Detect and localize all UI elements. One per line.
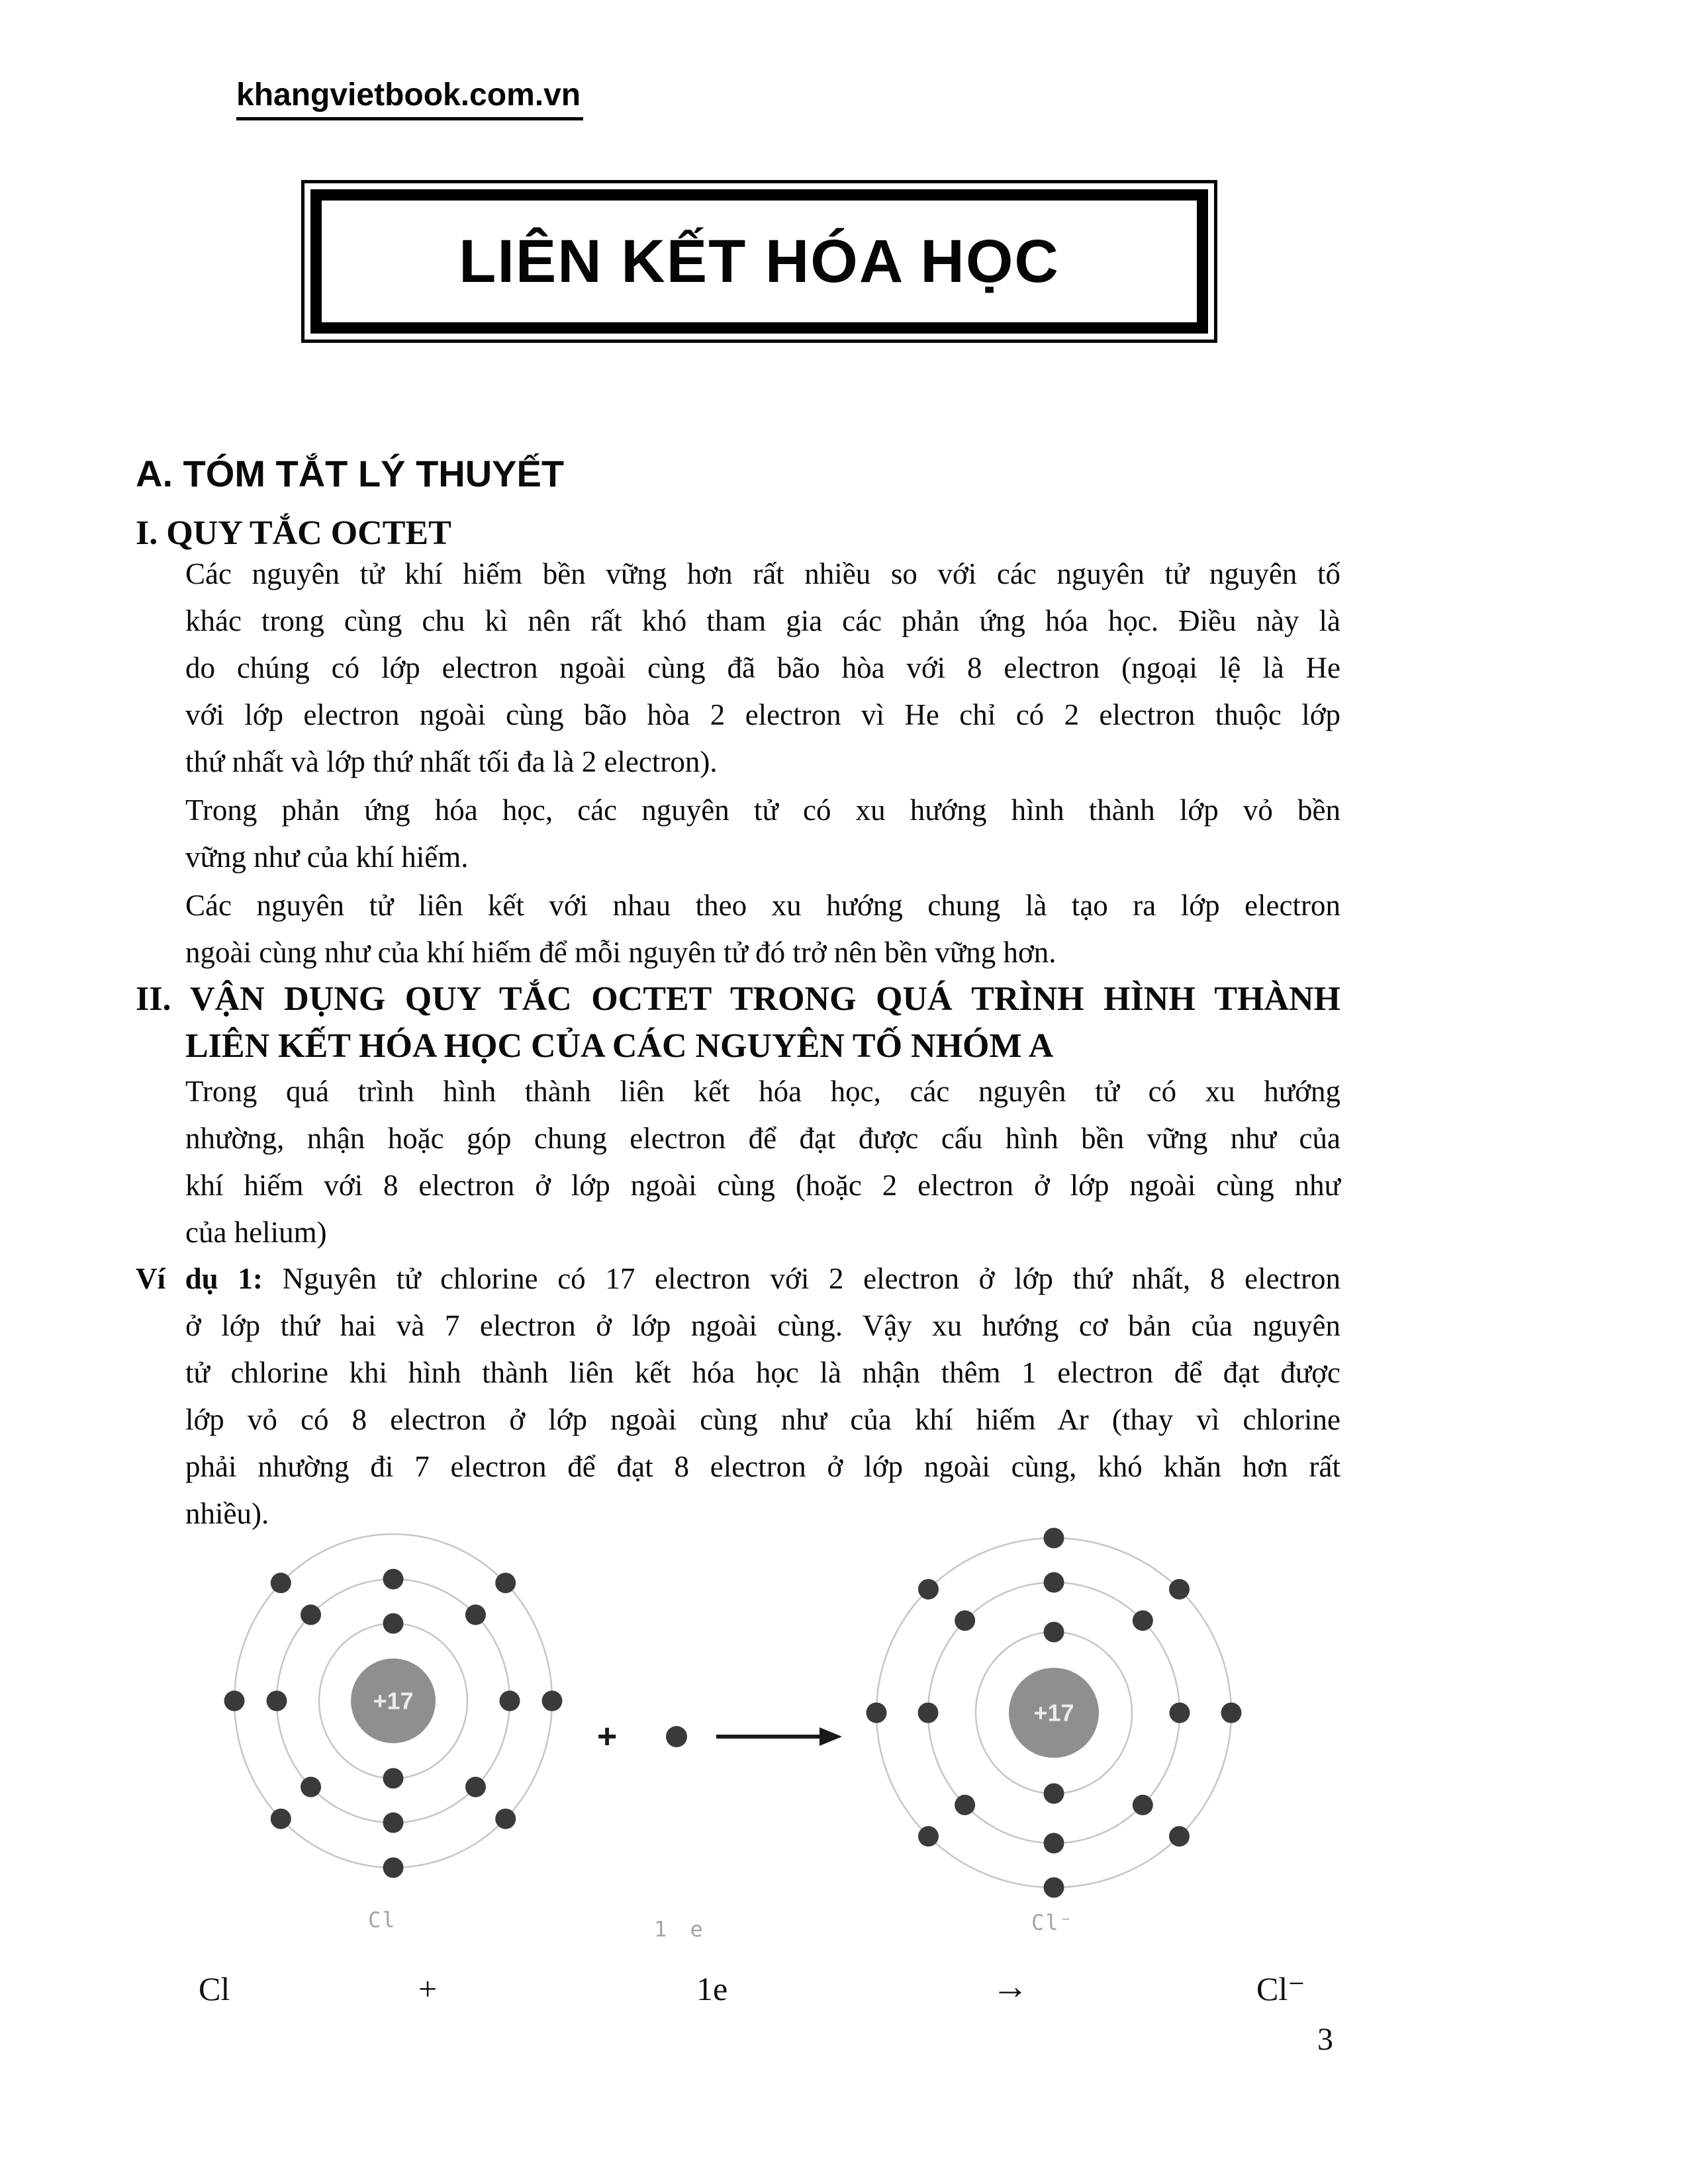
- equation-electron: 1e: [696, 1970, 728, 2007]
- text-line: với lớp electron ngoài cùng bão hòa 2 electron vì He chỉ có 2 electron thuộc lớp: [185, 698, 1340, 731]
- equation-reactant: Cl: [199, 1970, 230, 2007]
- text-line: Các nguyên tử khí hiếm bền vững hơn rất nhiều so với các nguyên tử nguyên tố: [185, 557, 1340, 590]
- electron: [1133, 1610, 1153, 1631]
- text-line: tử chlorine khi hình thành liên kết hóa học là nhận thêm 1 electron để đạt được: [185, 1356, 1340, 1389]
- equation-plus: +: [418, 1970, 438, 2007]
- equation-product: Cl⁻: [1256, 1970, 1305, 2007]
- electron: [465, 1777, 486, 1797]
- page-title: LIÊN KẾT HÓA HỌC: [459, 227, 1060, 295]
- page-number: 3: [1317, 2022, 1333, 2057]
- electron: [867, 1703, 887, 1723]
- electron: [301, 1777, 321, 1797]
- electron: [918, 1703, 939, 1723]
- text-line: lớp vỏ có 8 electron ở lớp ngoài cùng như của khí hiếm Ar (thay vì chlorine: [185, 1403, 1340, 1436]
- electron: [271, 1809, 291, 1829]
- reaction-arrow-head: [820, 1727, 842, 1746]
- electron: [465, 1604, 486, 1625]
- nucleus-charge: +17: [373, 1687, 414, 1715]
- electron: [383, 1813, 404, 1833]
- text-line: do chúng có lớp electron ngoài cùng đã bão hòa với 8 electron (ngoại lệ là He: [185, 651, 1340, 684]
- text-line: phải nhường đi 7 electron để đạt 8 electron ở lớp ngoài cùng, khó khăn hơn rất: [185, 1450, 1340, 1483]
- title-box: [301, 180, 1217, 343]
- text-line: LIÊN KẾT HÓA HỌC CỦA CÁC NGUYÊN TỐ NHÓM A: [185, 1027, 1054, 1065]
- diagram-label-cl-minus: Cl⁻: [1031, 1910, 1074, 1935]
- electron: [1169, 1826, 1190, 1846]
- electron: [495, 1809, 516, 1829]
- electron: [495, 1572, 516, 1593]
- electron: [955, 1610, 975, 1631]
- equation-arrow: →: [992, 1966, 1029, 2007]
- text-line: II. VẬN DỤNG QUY TẮC OCTET TRONG QUÁ TRÌNH HÌNH THÀNH: [136, 980, 1340, 1018]
- bohr-diagram: [0, 1482, 1688, 1999]
- atom-cl-minus: [867, 1528, 1242, 1898]
- electron: [1044, 1572, 1064, 1593]
- electron: [224, 1691, 245, 1711]
- paragraph-octet-2: [185, 787, 1340, 881]
- text-line: ở lớp thứ hai và 7 electron ở lớp ngoài cùng. Vậy xu hướng cơ bản của nguyên: [185, 1309, 1340, 1342]
- diagram-label-cl: Cl: [368, 1907, 397, 1933]
- text-line: vững như của khí hiếm.: [185, 841, 469, 874]
- text-line: Trong quá trình hình thành liên kết hóa học, các nguyên tử có xu hướng: [185, 1075, 1340, 1108]
- heading-a: A. TÓM TẮT LÝ THUYẾT: [136, 453, 565, 494]
- atom-cl: [224, 1534, 563, 1878]
- diagram-label-1e: 1 e: [654, 1917, 708, 1942]
- electron: [500, 1691, 520, 1711]
- electron: [383, 1858, 404, 1878]
- electron: [383, 1768, 404, 1789]
- text-line: khí hiếm với 8 electron ở lớp ngoài cùng (hoặc 2 electron ở lớp ngoài cùng như: [185, 1169, 1340, 1202]
- text-line: Các nguyên tử liên kết với nhau theo xu hướng chung là tạo ra lớp electron: [185, 889, 1340, 922]
- paragraph-section-ii: [185, 1068, 1340, 1256]
- electron: [1133, 1795, 1153, 1815]
- electron: [542, 1691, 563, 1711]
- electron: [1044, 1833, 1064, 1854]
- text-line: khác trong cùng chu kì nên rất khó tham gia các phản ứng hóa học. Điều này là: [185, 604, 1340, 637]
- text-line: Ví dụ 1: Nguyên tử chlorine có 17 electron với 2 electron ở lớp thứ nhất, 8 electron: [136, 1262, 1341, 1295]
- electron: [955, 1795, 975, 1815]
- electron: [918, 1826, 939, 1846]
- electron: [1044, 1878, 1064, 1898]
- free-electron: [666, 1726, 687, 1747]
- text-line: của helium): [185, 1216, 327, 1249]
- electron: [918, 1579, 939, 1600]
- text-line: thứ nhất và lớp thứ nhất tối đa là 2 electron).: [185, 745, 718, 778]
- electron: [301, 1604, 321, 1625]
- electron: [1221, 1703, 1242, 1723]
- text-line: nhường, nhận hoặc góp chung electron để đạt được cấu hình bền vững như của: [185, 1122, 1340, 1155]
- heading-i: I. QUY TẮC OCTET: [136, 514, 451, 552]
- text-line: Trong phản ứng hóa học, các nguyên tử có xu hướng hình thành lớp vỏ bền: [185, 794, 1340, 827]
- electron: [267, 1691, 287, 1711]
- electron: [1044, 1784, 1064, 1804]
- paragraph-octet-1: [185, 551, 1340, 786]
- site-url: khangvietbook.com.vn: [236, 78, 583, 120]
- electron: [383, 1614, 404, 1634]
- nucleus-charge: +17: [1033, 1699, 1074, 1727]
- electron: [271, 1572, 291, 1593]
- text-line: ngoài cùng như của khí hiếm để mỗi nguyên tử đó trở nên bền vững hơn.: [185, 936, 1056, 969]
- electron: [1044, 1528, 1064, 1549]
- electron: [383, 1569, 404, 1590]
- heading-ii: [136, 976, 1340, 1069]
- plus-sign: +: [596, 1717, 618, 1756]
- example-label: Ví dụ 1:: [136, 1262, 283, 1295]
- text-line: nhiều).: [185, 1497, 269, 1530]
- title-box-inner: [310, 189, 1208, 334]
- electron: [1044, 1622, 1064, 1643]
- paragraph-octet-3: [185, 882, 1340, 976]
- electron: [1169, 1579, 1190, 1600]
- electron: [1170, 1703, 1190, 1723]
